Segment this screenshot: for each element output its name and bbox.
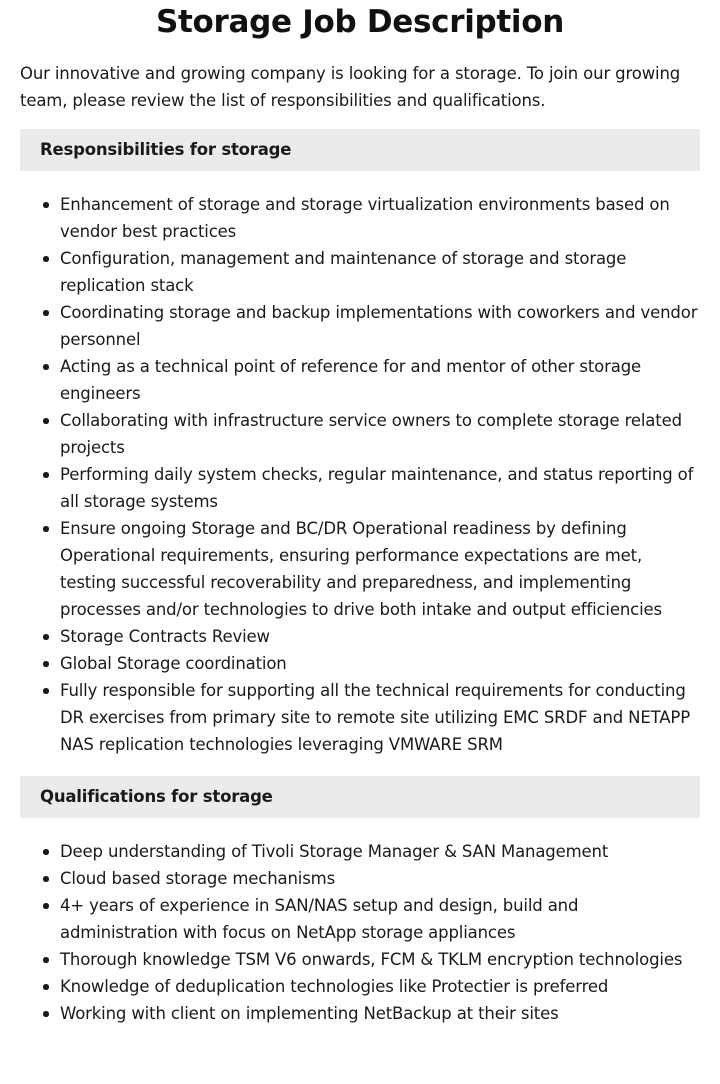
qualification-item: Cloud based storage mechanisms: [60, 865, 700, 892]
responsibility-item: Performing daily system checks, regular maintenance, and status reporting of all storage systems: [60, 461, 700, 515]
qualification-item: Working with client on implementing NetBackup at their sites: [60, 1000, 700, 1027]
responsibility-item: Configuration, management and maintenance of storage and storage replication stack: [60, 245, 700, 299]
responsibility-item: Fully responsible for supporting all the technical requirements for conducting DR exercises from primary site to remote site utilizing EMC SRDF and NETAPP NAS replication technologies leveraging VMWARE SRM: [60, 677, 700, 758]
qualification-item: Deep understanding of Tivoli Storage Manager & SAN Management: [60, 838, 700, 865]
responsibility-item: Ensure ongoing Storage and BC/DR Operational readiness by defining Operational requirements, ensuring performance expectations are met, testing successful recoverability and preparedness, and implementing processes and/or technologies to drive both intake and output efficiencies: [60, 515, 700, 623]
responsibility-item: Collaborating with infrastructure service owners to complete storage related projects: [60, 407, 700, 461]
responsibility-item: Acting as a technical point of reference for and mentor of other storage engineers: [60, 353, 700, 407]
responsibility-item: Global Storage coordination: [60, 650, 700, 677]
responsibilities-list: [20, 191, 700, 758]
responsibility-item: Storage Contracts Review: [60, 623, 700, 650]
responsibility-item: Enhancement of storage and storage virtualization environments based on vendor best practices: [60, 191, 700, 245]
qualification-item: Thorough knowledge TSM V6 onwards, FCM & TKLM encryption technologies: [60, 946, 700, 973]
qualifications-list: [20, 838, 700, 1027]
responsibility-item: Coordinating storage and backup implementations with coworkers and vendor personnel: [60, 299, 700, 353]
responsibilities-heading: Responsibilities for storage: [20, 129, 700, 171]
qualification-item: 4+ years of experience in SAN/NAS setup and design, build and administration with focus on NetApp storage appliances: [60, 892, 700, 946]
qualifications-heading: Qualifications for storage: [20, 776, 700, 818]
qualification-item: Knowledge of deduplication technologies like Protectier is preferred: [60, 973, 700, 1000]
intro-paragraph: Our innovative and growing company is looking for a storage. To join our growing team, please review the list of responsibilities and qualifications.: [20, 64, 681, 110]
page-title: Storage Job Description: [155, 4, 565, 40]
